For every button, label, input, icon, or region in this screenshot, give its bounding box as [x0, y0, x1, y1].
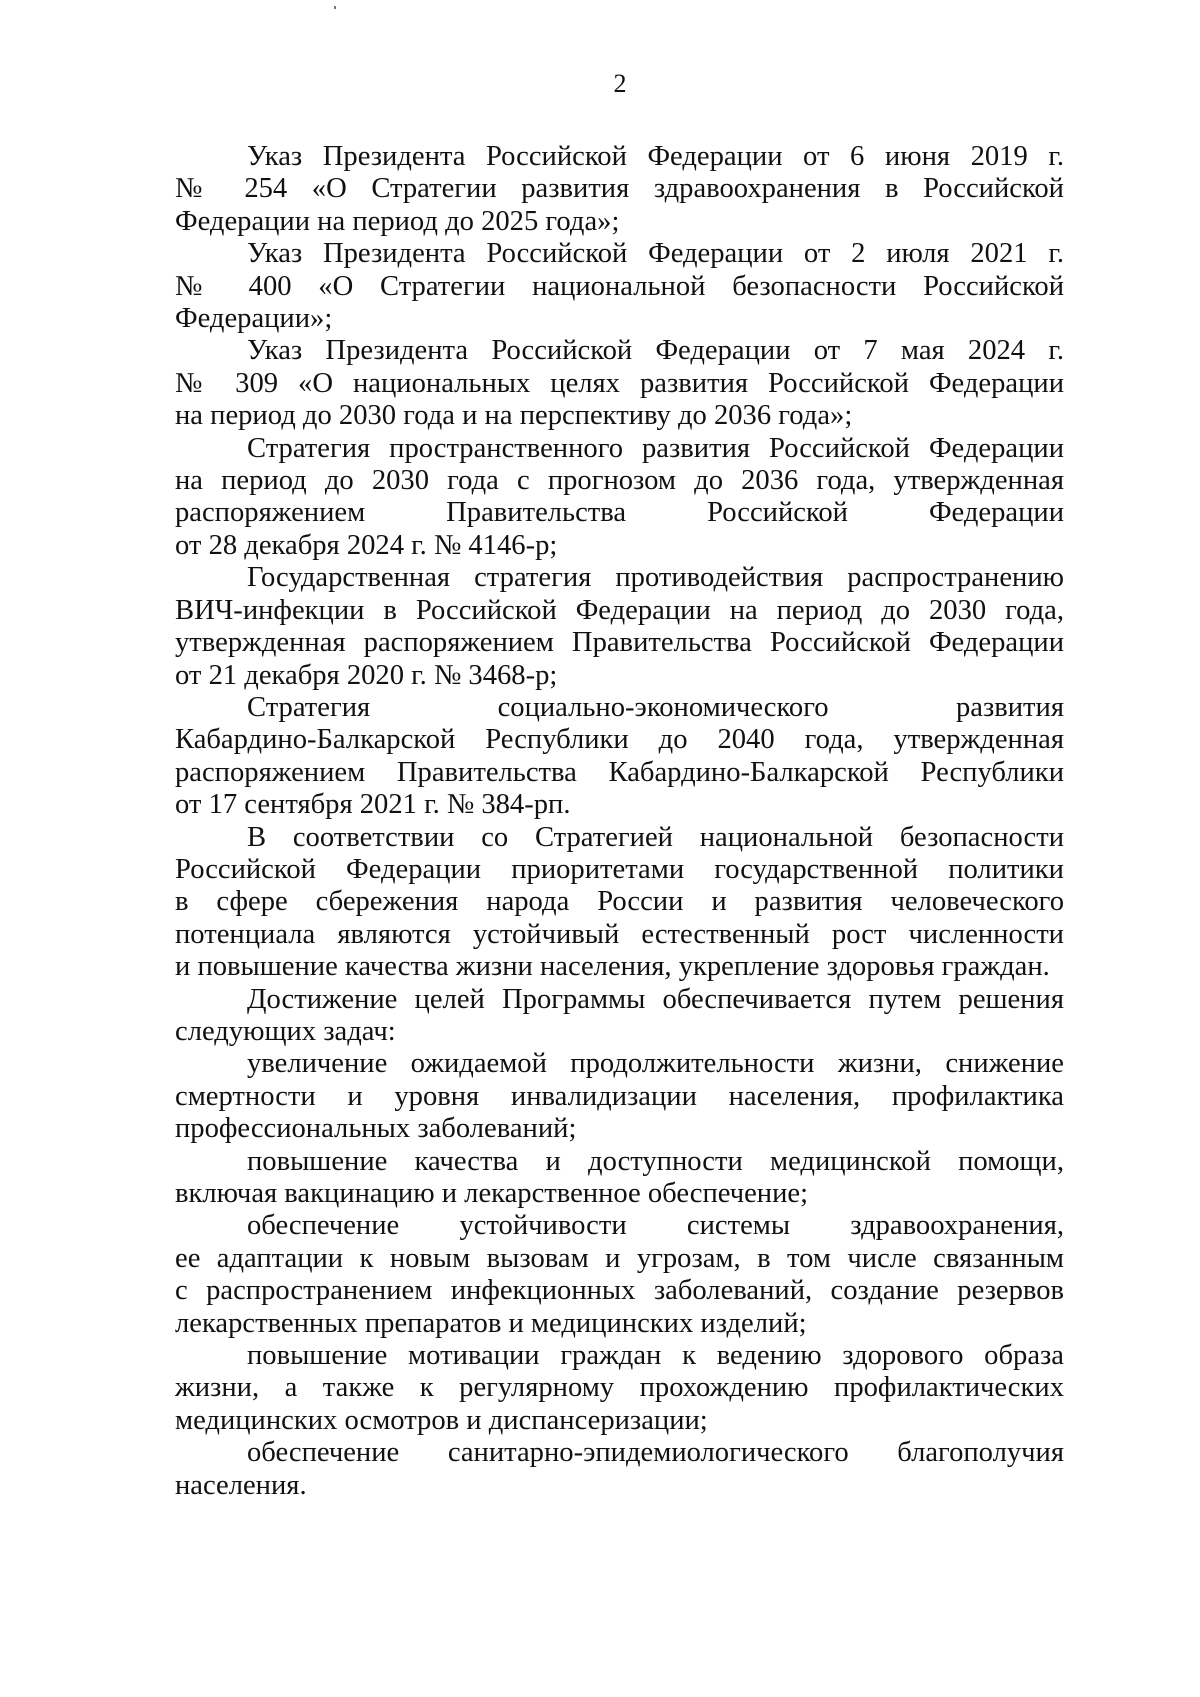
document-body — [175, 141, 1064, 1502]
text-line: на период до 2030 года и на перспективу до 2036 года»; — [175, 400, 853, 432]
text-line: обеспечение санитарно-эпидемиологического благополучия — [247, 1437, 1064, 1469]
text-line: жизни, а также к регулярному прохождению профилактических — [175, 1372, 1064, 1404]
text-line: включая вакцинацию и лекарственное обеспечение; — [175, 1178, 809, 1209]
text-line: и повышение качества жизни населения, укрепление здоровья граждан. — [175, 951, 1050, 983]
text-line: от 28 декабря 2024 г. № 4146-р; — [175, 529, 558, 561]
text-line: распоряжением Правительства Российской Федерации — [175, 497, 1064, 529]
text-line: повышение мотивации граждан к ведению здорового образа — [247, 1340, 1064, 1372]
text-line: Стратегия социально-экономического развития — [247, 691, 1064, 723]
text-line: от 17 сентября 2021 г. № 384-рп. — [175, 789, 571, 821]
paragraph — [175, 692, 1064, 822]
paragraph — [175, 984, 1064, 1049]
paragraph — [175, 238, 1064, 335]
page-number: 2 — [613, 69, 627, 98]
text-line: Российской Федерации приоритетами государственной политики — [175, 853, 1064, 885]
text-line: Достижение целей Программы обеспечивается путем решения — [247, 983, 1064, 1015]
text-line: на период до 2030 года с прогнозом до 2036 года, утвержденная — [175, 465, 1064, 497]
text-line: Указ Президента Российской Федерации от 2 июля 2021 г. — [247, 238, 1064, 270]
text-line: Стратегия пространственного развития Российской Федерации — [247, 432, 1064, 464]
text-line: повышение качества и доступности медицинской помощи, — [247, 1145, 1064, 1177]
scan-speck — [334, 6, 336, 9]
text-line: № 400 «О Стратегии национальной безопасности Российской — [175, 270, 1064, 302]
paragraph — [175, 562, 1064, 692]
text-line: потенциала являются устойчивый естественный рост численности — [175, 918, 1064, 950]
paragraph — [175, 1146, 1064, 1211]
text-line: Указ Президента Российской Федерации от 6 июня 2019 г. — [247, 141, 1064, 172]
text-line: ее адаптации к новым вызовам и угрозам, в том числе связанным — [175, 1242, 1064, 1274]
text-line: Федерации»; — [175, 303, 333, 335]
text-line: Государственная стратегия противодействия распространению — [247, 562, 1064, 594]
text-line: № 254 «О Стратегии развития здравоохранения в Российской — [175, 173, 1064, 205]
text-line: населения. — [175, 1469, 307, 1501]
text-line: № 309 «О национальных целях развития Российской Федерации — [175, 367, 1064, 399]
text-line: в сфере сбережения народа России и развития человеческого — [175, 886, 1064, 918]
paragraph — [175, 335, 1064, 432]
paragraph — [175, 822, 1064, 984]
paragraph — [175, 1437, 1064, 1502]
text-line: утвержденная распоряжением Правительства Российской Федерации — [175, 627, 1064, 659]
text-line: увеличение ожидаемой продолжительности жизни, снижение — [247, 1048, 1064, 1080]
paragraph — [175, 1048, 1064, 1145]
text-line: обеспечение устойчивости системы здравоохранения, — [247, 1210, 1064, 1242]
text-line: следующих задач: — [175, 1015, 396, 1047]
paragraph — [175, 433, 1064, 563]
text-line: Указ Президента Российской Федерации от 7 мая 2024 г. — [247, 335, 1064, 367]
text-line: распоряжением Правительства Кабардино-Балкарской Республики — [175, 756, 1064, 788]
text-line: медицинских осмотров и диспансеризации; — [175, 1404, 708, 1436]
text-line: В соответствии со Стратегией национальной безопасности — [247, 821, 1064, 853]
text-line: лекарственных препаратов и медицинских изделий; — [175, 1307, 807, 1339]
paragraph — [175, 141, 1064, 238]
text-line: смертности и уровня инвалидизации населения, профилактика — [175, 1080, 1064, 1112]
paragraph — [175, 1210, 1064, 1340]
text-line: Кабардино-Балкарской Республики до 2040 года, утвержденная — [175, 724, 1064, 756]
text-line: профессиональных заболеваний; — [175, 1113, 577, 1145]
text-line: Федерации на период до 2025 года»; — [175, 205, 620, 237]
text-line: с распространением инфекционных заболеваний, создание резервов — [175, 1275, 1064, 1307]
paragraph — [175, 1340, 1064, 1437]
text-line: ВИЧ-инфекции в Российской Федерации на период до 2030 года, — [175, 594, 1064, 626]
text-line: от 21 декабря 2020 г. № 3468-р; — [175, 659, 558, 691]
